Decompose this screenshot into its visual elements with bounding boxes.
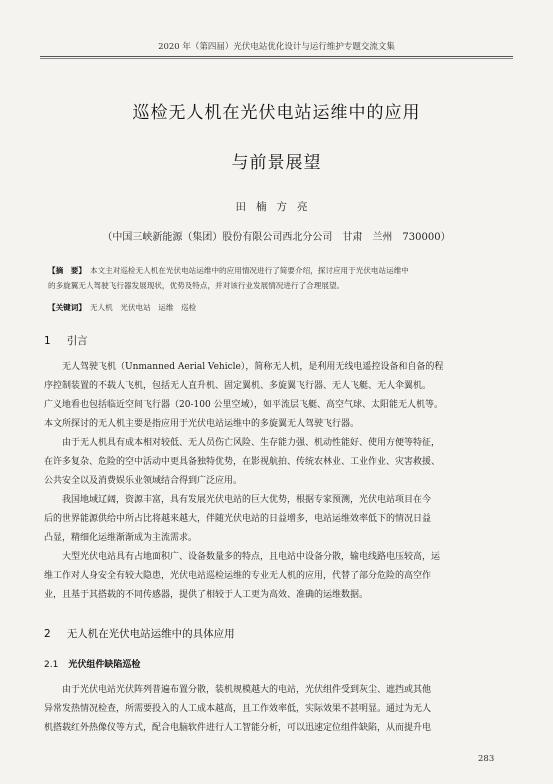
subsection-number: 2.1 [44,660,59,670]
section-heading-intro [44,333,88,348]
paragraph [44,434,512,491]
paragraph [44,491,512,548]
abstract-label: 【摘 要】 [48,266,86,275]
text-line: 序控制装置的不载人飞机，包括无人直升机、固定翼机、多旋翼飞行器、无人飞艇、无人伞翼机。 [44,381,432,391]
abstract-text: 本文主对巡检无人机在光伏电站运维中的应用情况进行了简要介绍，探讨应用于光伏电站运维中 [89,266,409,275]
section-title: 引言 [66,335,88,347]
abstract-line [48,263,508,278]
paragraph [44,548,512,605]
keywords [48,302,508,313]
keywords-text: 无人机 光伏电站 运维 巡检 [89,303,197,312]
paper-title-line-1: 巡检无人机在光伏电站运维中的应用 [132,103,421,123]
text-line: 由于无人机具有成本相对较低、无人员伤亡风险、生存能力强、机动性能好、使用方便等特征， [62,438,441,448]
text-line: 广义地看也包括临近空间飞行器（20-100 公里空域），如平流层飞艇、高空气球、太阳能无人机等。 [44,400,444,410]
text-line: 维工作对人身安全有较大隐患，光伏电站巡检运维的专业无人机的应用，代替了部分危险的高空作 [44,571,432,581]
text-line: 异常发热情况检查，所需要投入的人工成本越高，且工作效率低，实际效果不甚明显。通过为无人 [44,704,432,714]
text-line: 由于光伏电站光伏阵列普遍布置分散，装机规模越大的电站，光伏组件受到灰尘、遮挡或其他 [62,685,432,695]
running-header: 2020 年（第四届）光伏电站优化设计与运行维护专题交流文集 [40,40,513,57]
paper-title-line-2: 与前景展望 [231,153,322,173]
paragraph [44,358,512,434]
authors: 田楠方亮 [235,201,318,213]
section-number: 1 [44,335,51,347]
text-line: 大型光伏电站具有占地面积广、设备数量多的特点，且电站中设备分散，输电线路电压较高，运 [62,552,441,562]
text-line: 凸显，精细化运维渐渐成为主流需求。 [44,533,198,543]
text-line: 本文所探讨的无人机主要是指应用于光伏电站运维中的多旋翼无人驾驶飞行器。 [44,419,360,429]
abstract-line: 的多旋翼无人驾驶飞行器发展现状，优势及特点，并对该行业发展情况进行了合理展望。 [48,281,345,290]
paragraph [44,681,512,738]
affiliation: （中国三峡新能源（集团）股份有限公司西北分公司 甘肃 兰州 730000） [102,232,451,243]
page-number: 283 [478,754,495,764]
section-title: 无人机在光伏电站运维中的具体应用 [66,628,235,640]
subsection-heading [44,657,140,670]
text-line: 业，且基于其搭载的不同传感器，提供了相较于人工更为高效、准确的运维数据。 [44,590,369,600]
subsection-title: 光伏组件缺陷巡检 [68,660,141,670]
text-line: 机搭载红外热像仪等方式，配合电脑软件进行人工智能分析，可以迅速定位组件缺陷，从而提升电 [44,723,432,733]
section-heading-applications [44,626,235,641]
keywords-label: 【关键词】 [48,303,86,312]
text-line: 后的世界能源供给中所占比将越来越大，伴随光伏电站的日益增多，电站运维效率低下的情况日益 [44,514,432,524]
text-line: 在许多复杂、危险的空中活动中更具备独特优势，在影视航拍、传统农林业、工业作业、灾害救援、 [44,457,441,467]
text-line: 公共安全以及消费娱乐业领域结合得到广泛应用。 [44,476,243,486]
text-line: 无人驾驶飞机（Unmanned Aerial Vehicle），简称无人机，是利用无线电遥控设备和自备的程 [62,362,444,372]
text-line: 我国地域辽阔，资源丰富，具有发展光伏电站的巨大优势，根据专家预测，光伏电站项目在今 [62,495,432,505]
section-number: 2 [44,628,51,640]
abstract [48,263,508,293]
